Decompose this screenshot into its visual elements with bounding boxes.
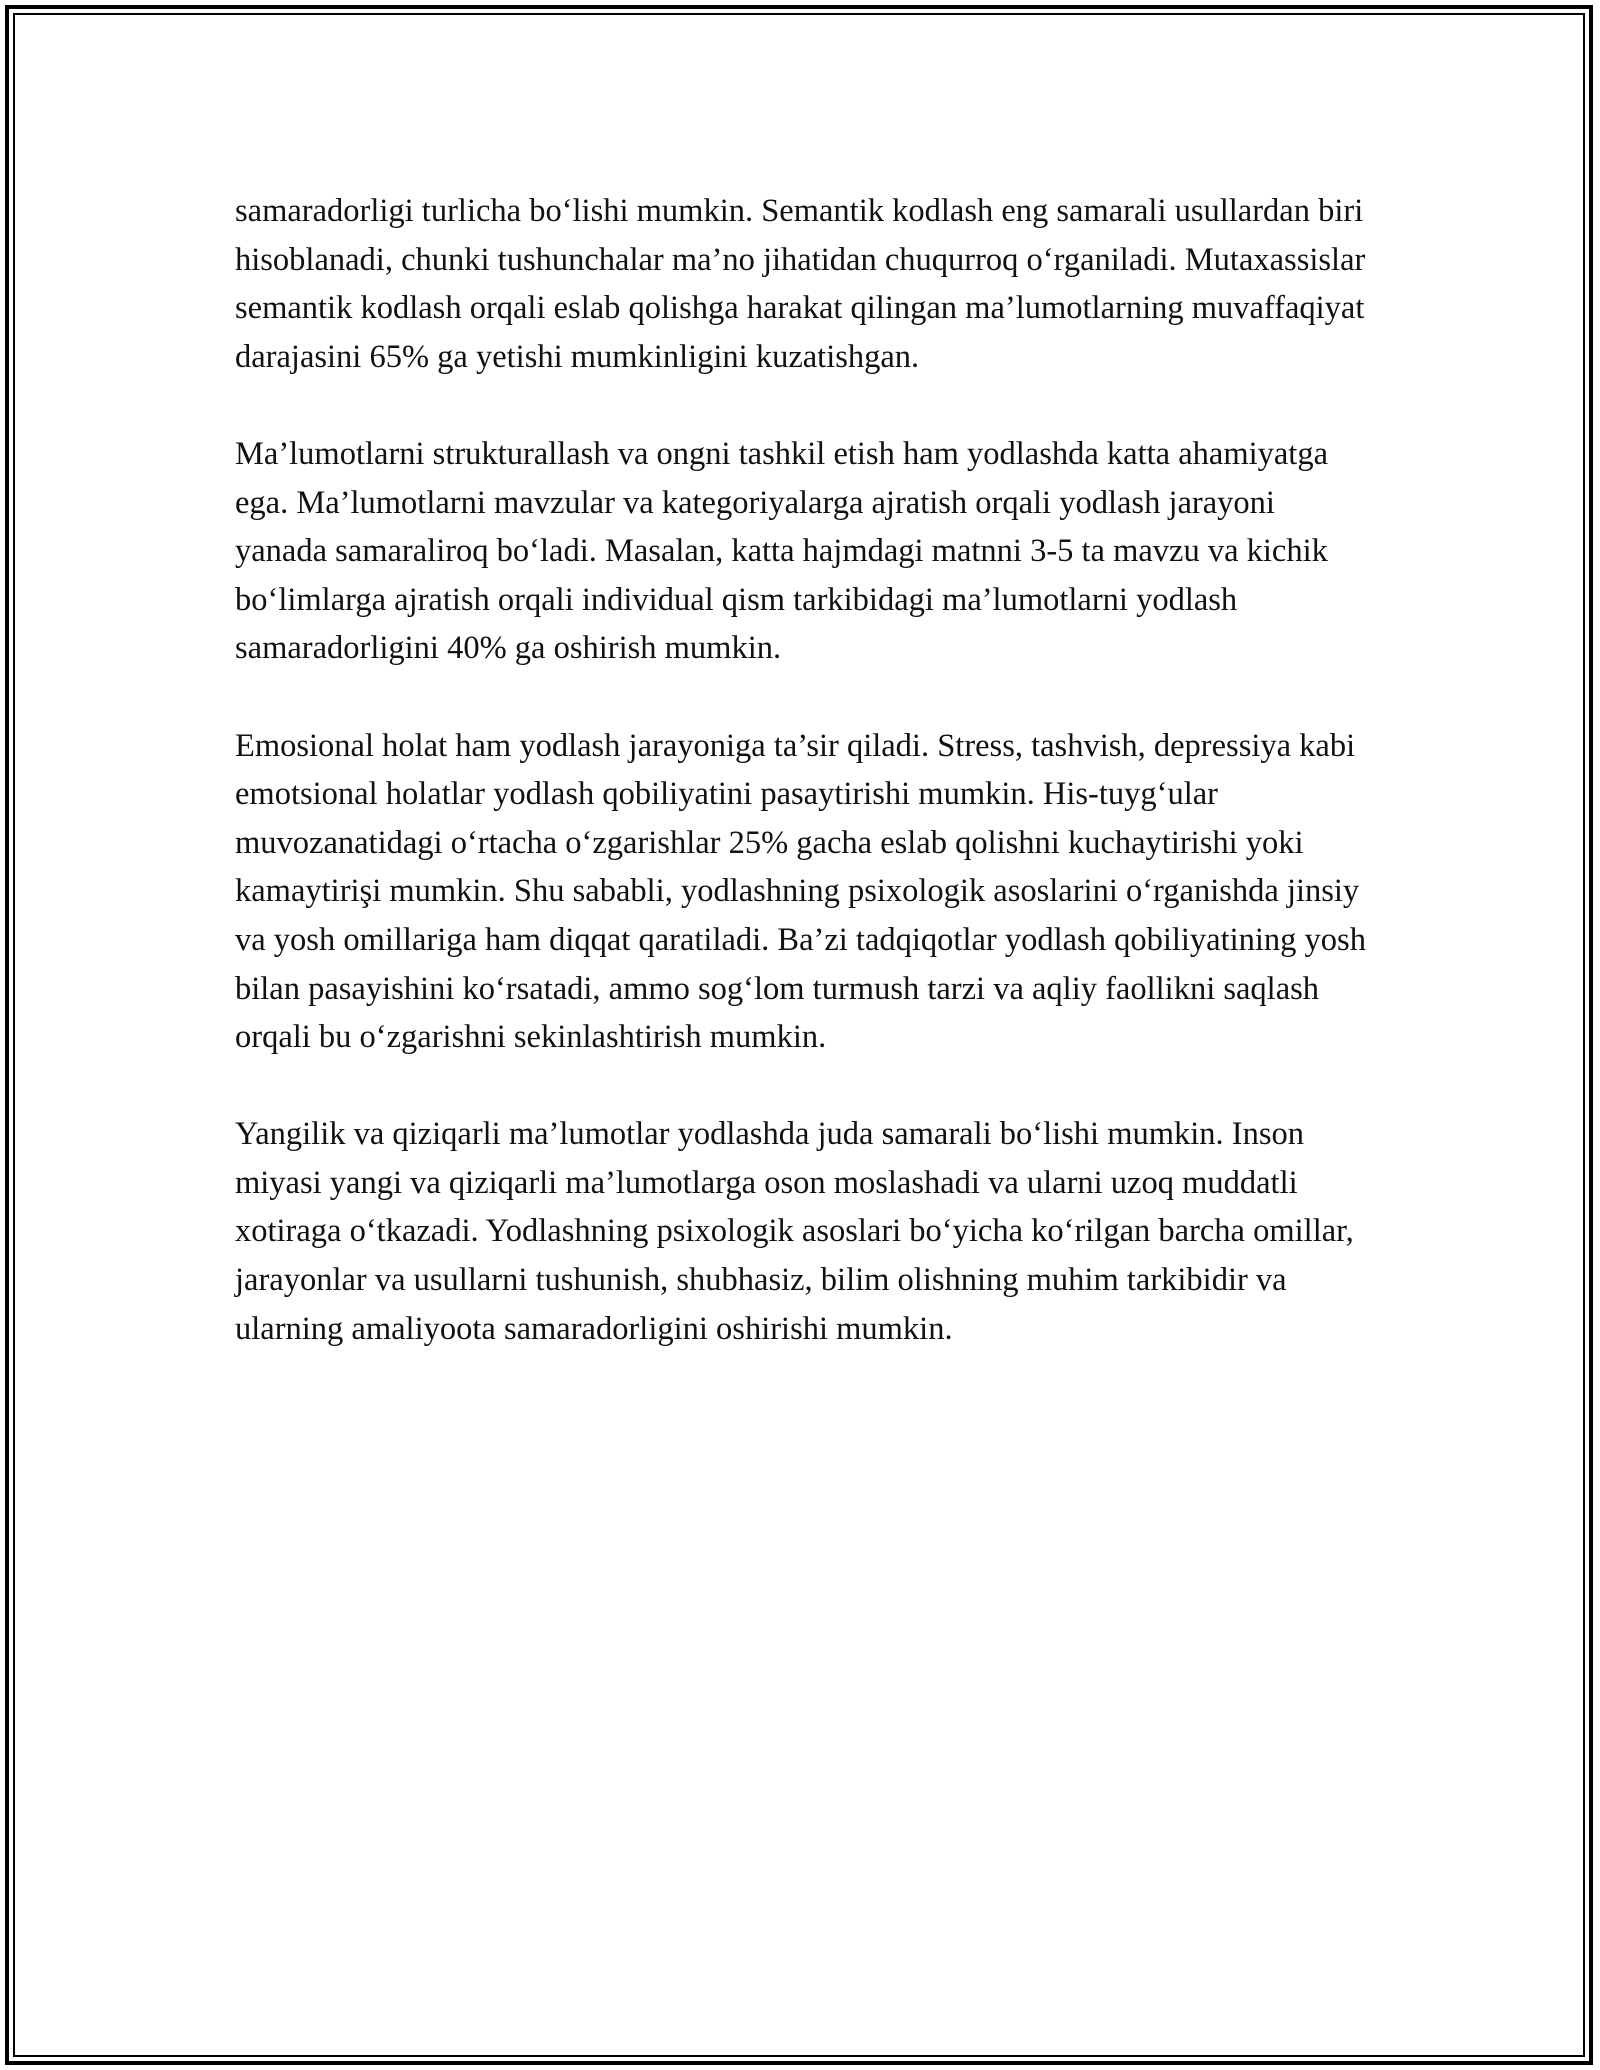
document-body (235, 187, 1375, 1353)
paragraph-2: Ma’lumotlarni strukturallash va ongni tashkil etish ham yodlashda katta ahamiyatga ega. Ma’lumotlarni mavzular va kategoriyalarga ajratish orqali yodlash jarayoni yanada samaraliroq bo‘ladi. Masalan, katta hajmdagi matnni 3-5 ta mavzu va kichik bo‘limlarga ajratish orqali individual qism tarkibidagi ma’lumotlarni yodlash samaradorligini 40% ga oshirish mumkin. (235, 435, 1329, 667)
paragraph-1: samaradorligi turlicha bo‘lishi mumkin. Semantik kodlash eng samarali usullardan biri hisoblanadi, chunki tushunchalar ma’no jihatidan chuqurroq o‘rganiladi. Mutaxassislar semantik kodlash orqali eslab qolishga harakat qilingan ma’lumotlarning muvaffaqiyat darajasini 65% ga yetishi mumkinligini kuzatishgan. (235, 193, 1366, 375)
paragraph-3: Emosional holat ham yodlash jarayoniga ta’sir qiladi. Stress, tashvish, depressiya kabi emotsional holatlar yodlash qobiliyatini pasaytirishi mumkin. His-tuyg‘ular muvozanatidagi o‘rtacha o‘zgarishlar 25% gacha eslab qolishni kuchaytirishi yoki kamaytirişi mumkin. Shu sababli, yodlashning psixologik asoslarini o‘rganishda jinsiy va yosh omillariga ham diqqat qaratiladi. Ba’zi tadqiqotlar yodlash qobiliyatining yosh bilan pasayishini ko‘rsatadi, ammo sog‘lom turmush tarzi va aqliy faollikni saqlash orqali bu o‘zgarishni sekinlashtirish mumkin. (235, 727, 1366, 1056)
paragraph-4: Yangilik va qiziqarli ma’lumotlar yodlashda juda samarali bo‘lishi mumkin. Inson miyasi yangi va qiziqarli ma’lumotlarga oson moslashadi va ularni uzoq muddatli xotiraga o‘tkazadi. Yodlashning psixologik asoslari bo‘yicha ko‘rilgan barcha omillar, jarayonlar va usullarni tushunish, shubhasiz, bilim olishning muhim tarkibidir va ularning amaliyoota samaradorligini oshirishi mumkin. (235, 1116, 1354, 1347)
